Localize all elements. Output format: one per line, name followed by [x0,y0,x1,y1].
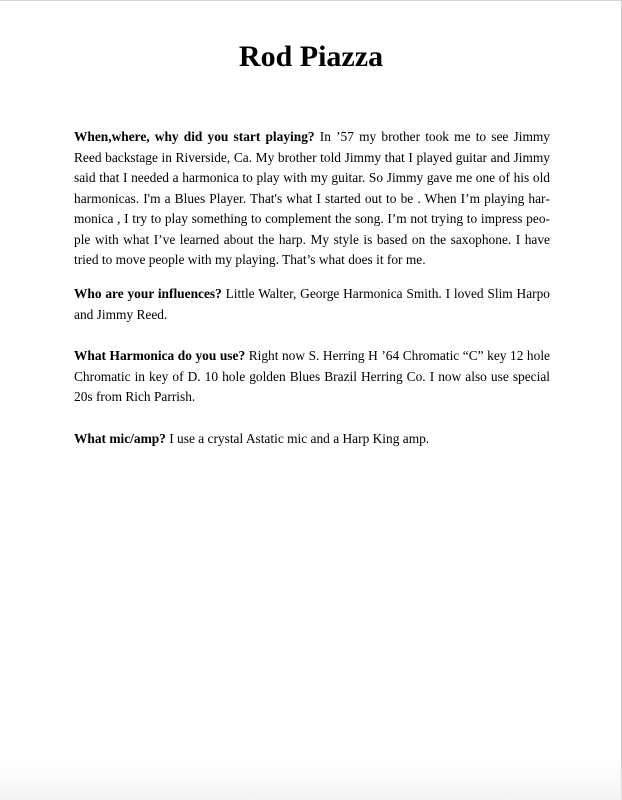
question-label: What Harmonica do you use? [74,348,246,363]
page-title: Rod Piazza [238,40,384,73]
answer-text: Right now S. Herring H ’64 Chromatic “C” key 12 hole Chromatic in key of D. 10 hole golden Blues Brazil Herring Co. I now also use special 20s from Rich Parrish. [74,348,550,404]
page-bottom-shadow [0,760,622,800]
qa-paragraph [74,284,550,325]
question-label: What mic/amp? [74,431,166,446]
qa-paragraph [74,429,550,450]
qa-paragraph [74,127,550,271]
question-label: When,where, why did you start playing? [74,129,315,144]
answer-text: I use a crystal Astatic mic and a Harp King amp. [169,431,430,446]
answer-text: In ’57 my brother took me to see Jimmy Reed backstage in Riverside, Ca. My brother told Jimmy that I played guitar and Jimmy said that I needed a harmonica to play with my guitar. So Jimmy gave me one of his old harmonicas. I'm a Blues Player. That's what I started out to be . When I’m playing harmonica , I try to play something to complement the song. I’m not trying to impress people with what I’ve learned about the harp. My style is based on the saxophone. I have tried to move people with my playing. That’s what does it for me. [74,129,550,267]
qa-paragraph [74,346,550,408]
question-label: Who are your influences? [74,286,222,301]
answer-text: Little Walter, George Harmonica Smith. I loved Slim Harpo and Jimmy Reed. [74,286,550,322]
